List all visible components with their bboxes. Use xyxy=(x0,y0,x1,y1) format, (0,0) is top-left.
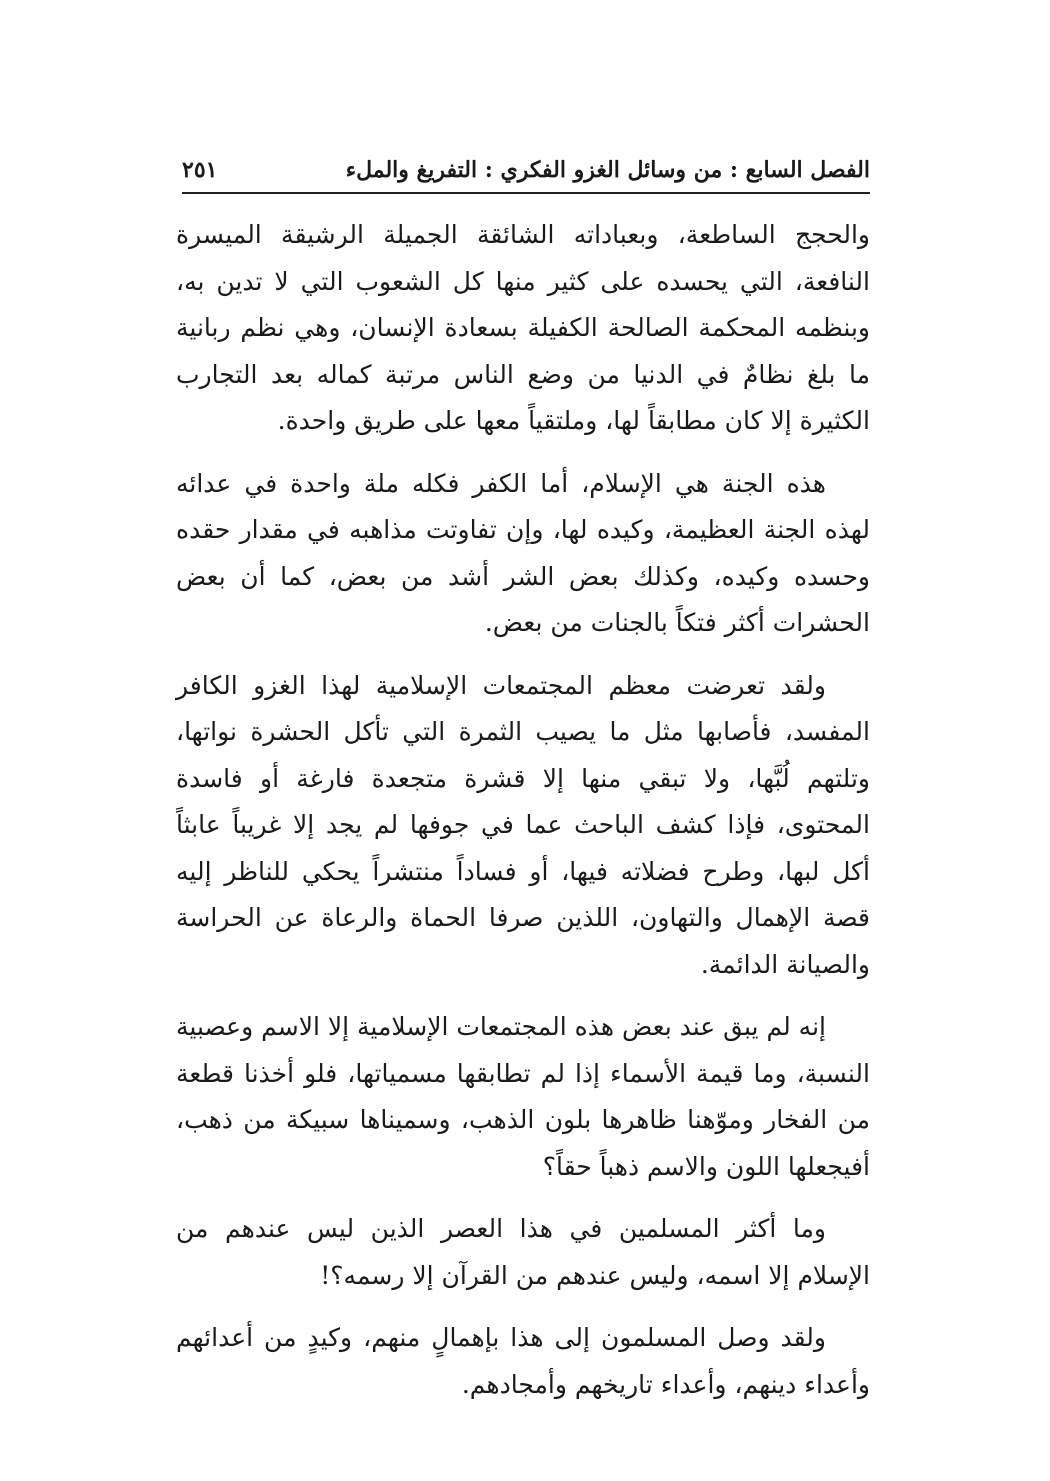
paragraph: وما أكثر المسلمين في هذا العصر الذين ليس عندهم من الإسلام إلا اسمه، وليس عندهم من القرآن إلا رسمه؟! xyxy=(176,1214,870,1290)
chapter-title: الفصل السابع : من وسائل الغزو الفكري : التفريغ والملء xyxy=(345,157,870,183)
paragraph: إنه لم يبق عند بعض هذه المجتمعات الإسلامية إلا الاسم وعصبية النسبة، وما قيمة الأسماء إذا لم تطابقها مسمياتها، فلو أخذنا قطعة من الفخار وموّهنا ظاهرها بلون الذهب، وسميناها سبيكة من ذهب، أفيجعلها اللون والاسم ذهباً حقاً؟ xyxy=(176,1012,870,1181)
page-number: ٢٥١ xyxy=(182,157,218,183)
running-header xyxy=(182,150,870,190)
paragraph: ولقد وصل المسلمون إلى هذا بإهمالٍ منهم، وكيدٍ من أعدائهم وأعداء دينهم، وأعداء تاريخهم وأمجادهم. xyxy=(176,1323,870,1399)
paragraph: ولقد تعرضت معظم المجتمعات الإسلامية لهذا الغزو الكافر المفسد، فأصابها مثل ما يصيب الثمرة التي تأكل الحشرة نواتها، وتلتهم لُبَّها، ولا تبقي منها إلا قشرة متجعدة فارغة أو فاسدة المحتوى، فإذا كشف الباحث عما في جوفها لم يجد إلا غريباً عابثاً أكل لبها، وطرح فضلاته فيها، أو فساداً منتشراً يحكي للناظر إليه قصة الإهمال والتهاون، اللذين صرفا الحماة والرعاة عن الحراسة والصيانة الدائمة. xyxy=(176,670,870,979)
header-rule xyxy=(182,192,870,194)
body-text xyxy=(176,212,870,1424)
paragraph: هذه الجنة هي الإسلام، أما الكفر فكله ملة واحدة في عدائه لهذه الجنة العظيمة، وكيده لها، وإن تفاوتت مذاهبه في مقدار حقده وحسده وكيده، وكذلك بعض الشر أشد من بعض، كما أن بعض الحشرات أكثر فتكاً بالجنات من بعض. xyxy=(176,468,870,637)
paragraph: والحجج الساطعة، وبعباداته الشائقة الجميلة الرشيقة الميسرة النافعة، التي يحسده على كثير منها كل الشعوب التي لا تدين به، وبنظمه المحكمة الصالحة الكفيلة بسعادة الإنسان، وهي نظم ربانية ما بلغ نظامٌ في الدنيا من وضع الناس مرتبة كماله بعد التجارب الكثيرة إلا كان مطابقاً لها، وملتقياً معها على طريق واحدة. xyxy=(176,220,870,435)
